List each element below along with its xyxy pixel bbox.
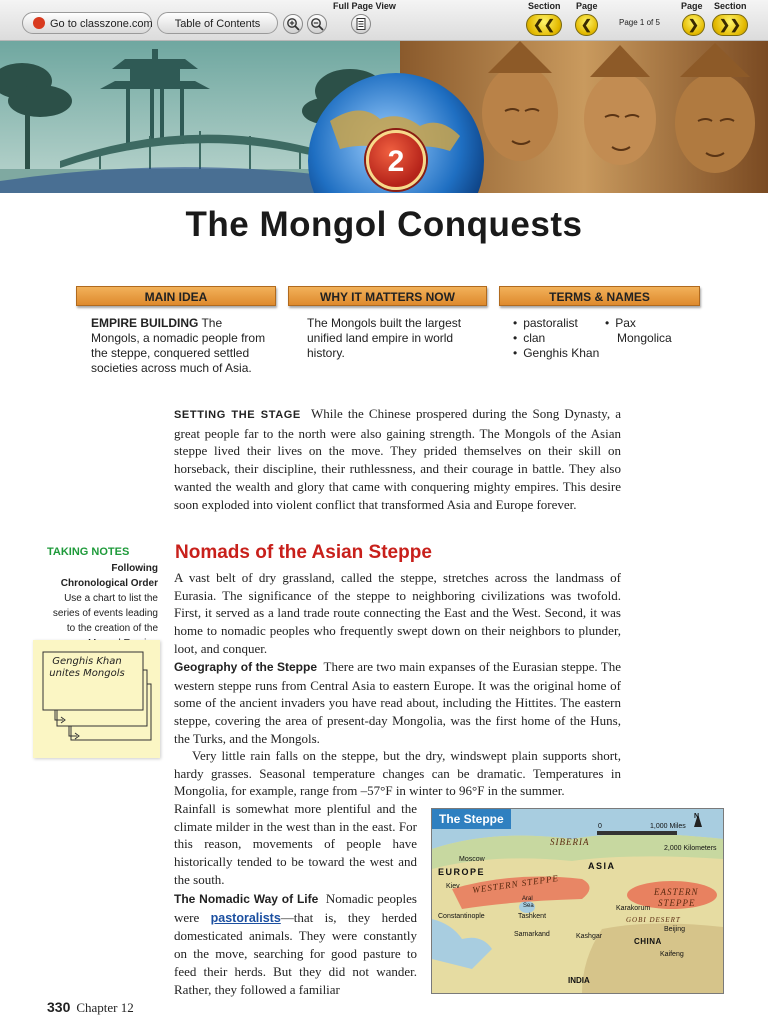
page-footer [47, 999, 134, 1016]
right-arrow-icon: ❯ [688, 17, 699, 32]
page-label-right: Page [681, 1, 703, 11]
section-label-right: Section [714, 1, 747, 11]
steppe-map[interactable] [431, 808, 724, 994]
map-label-moscow: Moscow [459, 856, 485, 863]
setting-the-stage-lead: SETTING THE STAGE [174, 409, 301, 421]
goto-classzone-label: Go to classzone.com [50, 18, 153, 30]
main-idea-tab: MAIN IDEA [76, 286, 276, 306]
geography-text: There are two main expanses of the Eurasian steppe. The western steppe runs from Central Asia to eastern Europe. It was the original home of some of the ancient invaders you have read about, including the Hittites. The eastern steppe, covering the area of present-day Mongolia, was the first home of the Huns, the Turks, and the Mongols. [174, 659, 622, 746]
map-label-eastern-steppe-2: STEPPE [658, 898, 696, 908]
pastoralists-term-link[interactable]: pastoralists [210, 910, 281, 925]
zoom-out-icon [310, 17, 324, 31]
map-label-kaifeng: Kaifeng [660, 951, 684, 958]
map-label-constantinople: Constantinople [438, 913, 485, 920]
previous-section-button[interactable] [526, 14, 562, 36]
map-label-tashkent: Tashkent [518, 913, 547, 920]
map-title: The Steppe [432, 809, 511, 829]
section-label-left: Section [528, 1, 561, 11]
left-arrow-icon: ❮ [581, 17, 592, 32]
next-page-button[interactable] [682, 14, 705, 36]
double-left-arrow-icon: ❮❮ [533, 17, 555, 32]
terms-column-2 [605, 316, 685, 346]
map-label-asia: ASIA [588, 861, 616, 871]
map-label-siberia: SIBERIA [550, 837, 590, 847]
nomadic-text-a: Nomadic peoples were [174, 891, 417, 925]
nomadic-way-paragraph [174, 890, 417, 998]
steppe-paragraph-1: A vast belt of dry grassland, called the steppe, stretches across the landmass of Eurasia. The significance of the steppe to neighboring civilizations was twofold. First, it served as a land trade route connecting the East and the West. Second, it was home to nomadic peoples who frequently swept down on their neighbors to plunder, loot, and conquer. [174, 570, 621, 656]
previous-page-button[interactable] [575, 14, 598, 36]
full-page-view-label: Full Page View [333, 1, 396, 11]
taking-notes-body: Use a chart to list the series of events leading to the creation of the [52, 593, 158, 634]
map-label-aral: Aral [522, 896, 533, 902]
why-it-matters-text: The Mongols built the largest unified land empire in world history. [307, 316, 462, 360]
zoom-in-button[interactable] [283, 14, 303, 34]
nomadic-lead: The Nomadic Way of Life [174, 892, 319, 906]
term-item[interactable]: • clan [513, 331, 608, 346]
map-label-beijing: Beijing [664, 926, 686, 933]
map-label-europe: EUROPE [438, 867, 486, 877]
map-label-kashgar: Kashgar [576, 933, 603, 940]
map-scale-zero: 0 [598, 823, 602, 830]
chart-box-text: Genghis Khan unites Mongols [49, 656, 125, 679]
term-item[interactable]: • Pax Mongolica [605, 316, 685, 346]
zoom-out-button[interactable] [307, 14, 327, 34]
taking-notes-chart [33, 640, 160, 758]
section-number-badge: 2 [366, 130, 426, 190]
main-idea-lead: EMPIRE BUILDING [91, 316, 199, 330]
map-north-label: N [694, 813, 700, 820]
full-page-view-button[interactable] [351, 14, 371, 34]
page-label-left: Page [576, 1, 598, 11]
table-of-contents-button[interactable]: Table of Contents [157, 12, 278, 34]
page-view-icon [354, 17, 368, 31]
page-number: 330 [47, 999, 71, 1015]
page-title: The Mongol Conquests [185, 205, 583, 244]
nomadic-text-b: —that is, they herded domesticated animals. They were constantly on the move, searching for good pasture to feed their herds. But they did not wander. Rather, they followed a familiar [174, 909, 418, 997]
taking-notes-lead: Following Chronological Order [60, 563, 158, 589]
page-indicator: Page 1 of 5 [619, 18, 660, 27]
geography-lead: Geography of the Steppe [174, 660, 318, 674]
map-label-sea: Sea [523, 903, 534, 909]
eastern-lands [582, 923, 723, 993]
map-label-western-steppe: WESTERN STEPPE [471, 872, 560, 896]
steppe-paragraph-3-continued: Rainfall is somewhat more plentiful and the climate milder in the west than in the east. For this reason, movements of people have historically tended to be toward the west and the south. [174, 801, 417, 887]
setting-the-stage-paragraph [174, 405, 621, 513]
setting-the-stage-text: While the Chinese prospered during the Song Dynasty, a great people far to the north were also gaining strength. The Mongols of the Asian steppe lived their lives on the move. They prided themselves on their skill on horseback, their discipline, their ruthlessness, and their courage in battle. They also wanted the wealth and glory that came with conquering mighty empires. This desire soon exploded into violent conflict that transformed Asia and Europe forever. [174, 406, 622, 512]
map-label-karakorum: Karakorum [616, 905, 651, 912]
map-scale-miles: 1,000 Miles [650, 823, 686, 830]
map-label-india: INDIA [568, 976, 590, 985]
term-item[interactable]: • Genghis Khan [513, 346, 608, 361]
chapter-label: Chapter 12 [76, 1000, 134, 1015]
terms-column-1 [513, 316, 608, 361]
carved-face-icons [482, 41, 755, 173]
main-idea-text [91, 316, 273, 376]
map-label-eastern-steppe-1: EASTERN [654, 887, 699, 897]
next-section-button[interactable] [712, 14, 748, 36]
map-label-china: CHINA [634, 937, 662, 946]
map-label-kiev: Kiev [446, 883, 460, 890]
main-idea-body: The Mongols, a nomadic people from the steppe, conquered settled societies across much of Asia. [91, 316, 266, 375]
classzone-logo-icon [33, 17, 45, 29]
terms-names-tab: TERMS & NAMES [499, 286, 700, 306]
zoom-in-icon [286, 17, 300, 31]
double-right-arrow-icon: ❯❯ [719, 17, 741, 32]
steppe-paragraph-3: Very little rain falls on the steppe, but the dry, windswept plain supports short, hardy grasses. Seasonal temperature changes can be dramatic. Temperatures in Mongolia, for example, range from –57°F in winter to 96°F in the summer. [174, 748, 621, 799]
taking-notes-title: TAKING NOTES [47, 546, 130, 558]
taking-notes-text [46, 561, 158, 651]
steppe-paragraph-2 [174, 658, 621, 748]
why-it-matters-tab: WHY IT MATTERS NOW [288, 286, 487, 306]
term-item[interactable]: • pastoralist [513, 316, 608, 331]
map-scale-bar [597, 831, 677, 835]
top-toolbar [0, 0, 768, 41]
map-scale-km: 2,000 Kilometers [664, 845, 717, 852]
map-label-gobi-desert: GOBI DESERT [626, 916, 681, 924]
map-label-samarkand: Samarkand [514, 931, 550, 938]
goto-classzone-button[interactable] [22, 12, 152, 34]
section-heading: Nomads of the Asian Steppe [175, 542, 432, 563]
